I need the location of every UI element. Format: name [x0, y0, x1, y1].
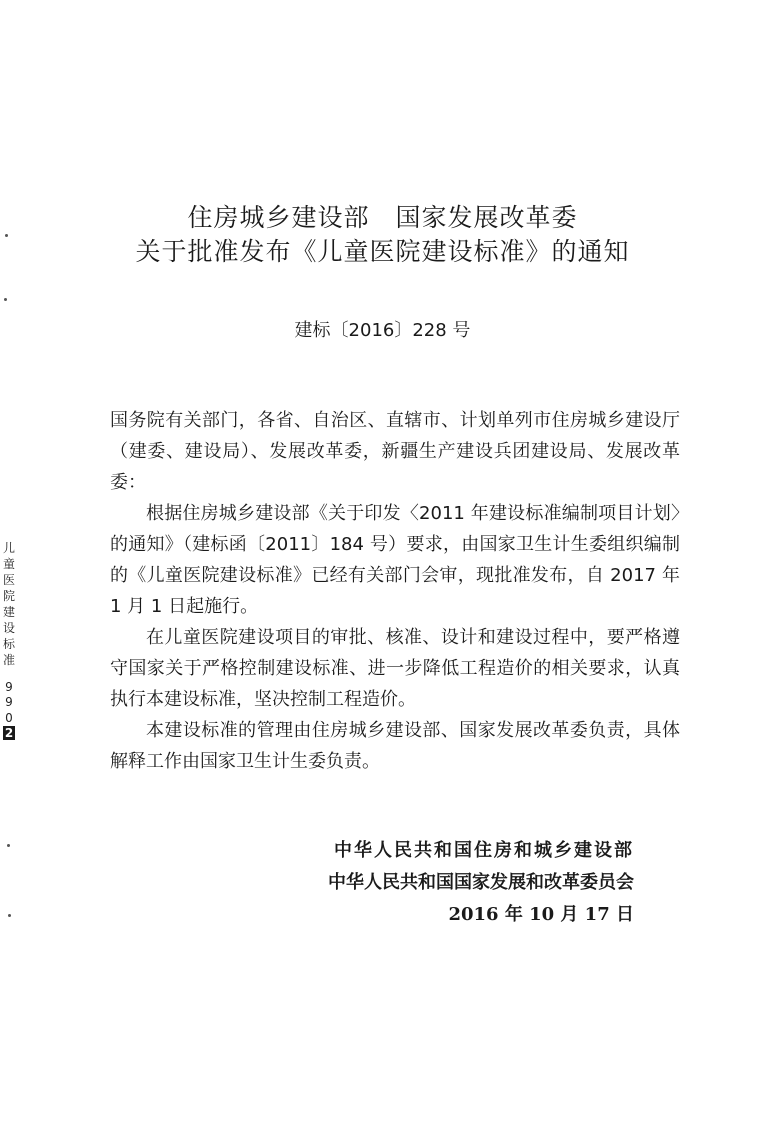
- addressee: 国务院有关部门，各省、自治区、直辖市、计划单列市住房城乡建设厅（建委、建设局）、发展改革委，新疆生产建设兵团建设局、发展改革委：: [110, 410, 680, 493]
- margin-page-digit: 9: [5, 680, 13, 694]
- paragraph-1: 根据住房城乡建设部《关于印发〈2011 年建设标准编制项目计划〉的通知》（建标函〔2011〕184 号）要求，由国家卫生计生委组织编制的《儿童医院建设标准》已经有关部门会审，现批准发布，自 2017 年 1 月 1 日起施行。: [110, 503, 680, 617]
- signature-date: 2016 年 10 月 17 日: [448, 904, 634, 925]
- signature-org-1: 中华人民共和国住房和城乡建设部: [334, 840, 634, 861]
- margin-char: 标: [2, 637, 15, 651]
- margin-page-digit: 0: [5, 711, 13, 725]
- scan-speck: [5, 234, 8, 237]
- margin-char: 建: [2, 605, 15, 619]
- margin-char: 医: [2, 573, 15, 587]
- scan-speck: [8, 914, 11, 917]
- scan-speck: [4, 298, 7, 301]
- margin-book-title-strip: [2, 540, 16, 740]
- margin-char: 童: [2, 557, 15, 571]
- margin-char: 设: [2, 621, 15, 635]
- paragraph-3: 本建设标准的管理由住房城乡建设部、国家发展改革委负责，具体解释工作由国家卫生计生委负责。: [110, 720, 680, 772]
- title-line-2: 关于批准发布《儿童医院建设标准》的通知: [135, 237, 630, 266]
- margin-char: 院: [2, 589, 15, 603]
- title-line-1: 住房城乡建设部 国家发展改革委: [187, 203, 578, 232]
- margin-page-digit: 9: [5, 695, 13, 709]
- signature-org-2: 中华人民共和国国家发展和改革委员会: [328, 872, 634, 893]
- margin-page-digit-highlight: 2: [4, 726, 14, 740]
- scan-speck: [7, 844, 10, 847]
- document-body: [110, 405, 680, 777]
- paragraph-2: 在儿童医院建设项目的审批、核准、设计和建设过程中，要严格遵守国家关于严格控制建设标准、进一步降低工程造价的相关要求，认真执行本建设标准，坚决控制工程造价。: [110, 627, 680, 710]
- document-number: 建标〔2016〕228 号: [294, 320, 471, 341]
- margin-char: 儿: [2, 541, 15, 555]
- margin-char: 准: [2, 653, 15, 667]
